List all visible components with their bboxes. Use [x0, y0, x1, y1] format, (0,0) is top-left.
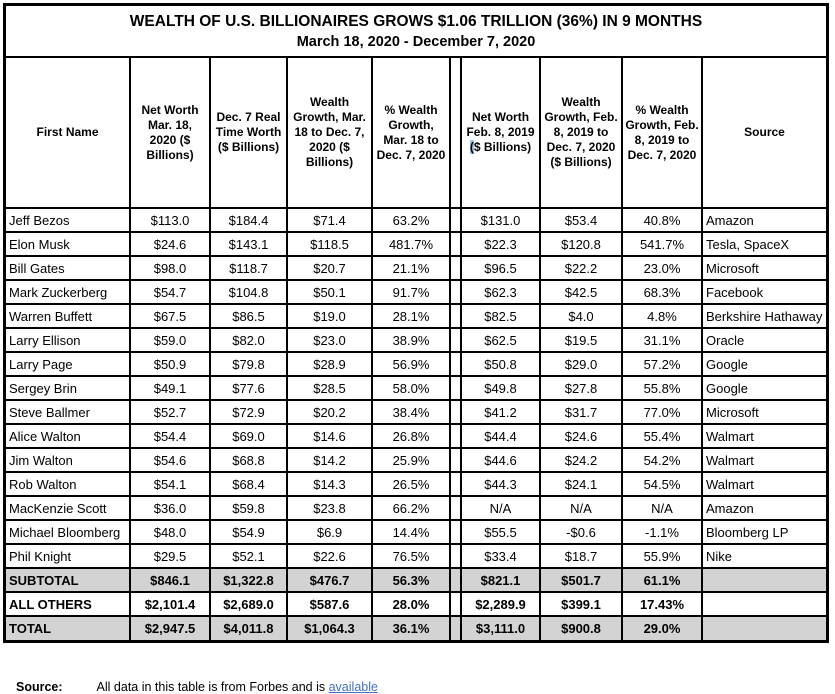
- value-cell: $54.6: [130, 448, 210, 472]
- value-cell: $33.4: [461, 544, 540, 568]
- name-cell: Michael Bloomberg: [6, 520, 130, 544]
- value-cell: 55.8%: [622, 376, 702, 400]
- table-row: [6, 328, 826, 352]
- table-row: [6, 400, 826, 424]
- billionaires-table: [6, 58, 826, 640]
- value-cell: $120.8: [540, 232, 622, 256]
- value-cell: $20.2: [287, 400, 372, 424]
- value-cell: 38.4%: [372, 400, 450, 424]
- value-cell: $2,101.4: [130, 592, 210, 616]
- name-cell: Steve Ballmer: [6, 400, 130, 424]
- value-cell: $2,289.9: [461, 592, 540, 616]
- section-divider-cell: [450, 232, 461, 256]
- value-cell: $14.2: [287, 448, 372, 472]
- value-cell: $52.7: [130, 400, 210, 424]
- section-divider-cell: [450, 448, 461, 472]
- section-divider-cell: [450, 496, 461, 520]
- source-label: Source:: [16, 680, 63, 694]
- value-cell: $14.6: [287, 424, 372, 448]
- value-cell: $900.8: [540, 616, 622, 640]
- section-divider-cell: [450, 328, 461, 352]
- value-cell: $1,064.3: [287, 616, 372, 640]
- section-divider-cell: [450, 352, 461, 376]
- value-cell: $27.8: [540, 376, 622, 400]
- table-row: [6, 448, 826, 472]
- value-cell: 55.4%: [622, 424, 702, 448]
- value-cell: $20.7: [287, 256, 372, 280]
- source-cell: [702, 568, 826, 592]
- value-cell: $98.0: [130, 256, 210, 280]
- summary-label-cell: TOTAL: [6, 616, 130, 640]
- value-cell: $59.0: [130, 328, 210, 352]
- value-cell: 66.2%: [372, 496, 450, 520]
- value-cell: 77.0%: [622, 400, 702, 424]
- value-cell: $501.7: [540, 568, 622, 592]
- table-title-block: [6, 6, 826, 58]
- value-cell: $44.3: [461, 472, 540, 496]
- section-divider-cell: [450, 376, 461, 400]
- summary-row: [6, 616, 826, 640]
- value-cell: $19.5: [540, 328, 622, 352]
- value-cell: $6.9: [287, 520, 372, 544]
- value-cell: $4.0: [540, 304, 622, 328]
- value-cell: 68.3%: [622, 280, 702, 304]
- value-cell: $62.5: [461, 328, 540, 352]
- source-cell: [702, 616, 826, 640]
- source-cell: Walmart: [702, 472, 826, 496]
- summary-label-cell: ALL OTHERS: [6, 592, 130, 616]
- value-cell: $113.0: [130, 208, 210, 232]
- value-cell: $54.1: [130, 472, 210, 496]
- value-cell: 4.8%: [622, 304, 702, 328]
- table-title: WEALTH OF U.S. BILLIONAIRES GROWS $1.06 TRILLION (36%) IN 9 MONTHS: [129, 13, 703, 30]
- section-divider-cell: [450, 568, 461, 592]
- value-cell: 23.0%: [622, 256, 702, 280]
- value-cell: 54.5%: [622, 472, 702, 496]
- table-row: [6, 352, 826, 376]
- value-cell: $82.0: [210, 328, 287, 352]
- value-cell: 91.7%: [372, 280, 450, 304]
- value-cell: $28.9: [287, 352, 372, 376]
- value-cell: 38.9%: [372, 328, 450, 352]
- section-divider-cell: [450, 208, 461, 232]
- value-cell: 54.2%: [622, 448, 702, 472]
- value-cell: $184.4: [210, 208, 287, 232]
- section-divider-cell: [450, 424, 461, 448]
- column-header: Net Worth Feb. 8, 2019 ($ Billions): [461, 58, 540, 208]
- value-cell: $72.9: [210, 400, 287, 424]
- value-cell: $68.8: [210, 448, 287, 472]
- value-cell: $53.4: [540, 208, 622, 232]
- value-cell: $44.4: [461, 424, 540, 448]
- value-cell: $14.3: [287, 472, 372, 496]
- value-cell: 36.1%: [372, 616, 450, 640]
- value-cell: $23.0: [287, 328, 372, 352]
- value-cell: $42.5: [540, 280, 622, 304]
- table-row: [6, 304, 826, 328]
- value-cell: $77.6: [210, 376, 287, 400]
- value-cell: $1,322.8: [210, 568, 287, 592]
- value-cell: $821.1: [461, 568, 540, 592]
- value-cell: $24.1: [540, 472, 622, 496]
- value-cell: 61.1%: [622, 568, 702, 592]
- source-text: All data in this table is from Forbes and is: [96, 680, 329, 694]
- value-cell: $24.2: [540, 448, 622, 472]
- name-cell: Elon Musk: [6, 232, 130, 256]
- value-cell: $104.8: [210, 280, 287, 304]
- name-cell: Larry Ellison: [6, 328, 130, 352]
- value-cell: $22.2: [540, 256, 622, 280]
- value-cell: 28.1%: [372, 304, 450, 328]
- value-cell: $54.7: [130, 280, 210, 304]
- table-row: [6, 520, 826, 544]
- value-cell: $23.8: [287, 496, 372, 520]
- summary-row: [6, 568, 826, 592]
- name-cell: Jeff Bezos: [6, 208, 130, 232]
- value-cell: $22.3: [461, 232, 540, 256]
- value-cell: $36.0: [130, 496, 210, 520]
- section-divider-cell: [450, 520, 461, 544]
- column-header: Wealth Growth, Mar. 18 to Dec. 7, 2020 ($ Billions): [287, 58, 372, 208]
- table-row: [6, 544, 826, 568]
- value-cell: N/A: [540, 496, 622, 520]
- name-cell: Mark Zuckerberg: [6, 280, 130, 304]
- value-cell: $2,689.0: [210, 592, 287, 616]
- value-cell: 541.7%: [622, 232, 702, 256]
- value-cell: $24.6: [130, 232, 210, 256]
- value-cell: $50.8: [461, 352, 540, 376]
- value-cell: $50.9: [130, 352, 210, 376]
- source-cell: Microsoft: [702, 256, 826, 280]
- value-cell: 14.4%: [372, 520, 450, 544]
- value-cell: 31.1%: [622, 328, 702, 352]
- source-cell: Tesla, SpaceX: [702, 232, 826, 256]
- value-cell: $476.7: [287, 568, 372, 592]
- value-cell: $4,011.8: [210, 616, 287, 640]
- value-cell: $44.6: [461, 448, 540, 472]
- table-row: [6, 280, 826, 304]
- source-link[interactable]: available: [328, 680, 378, 694]
- value-cell: $49.1: [130, 376, 210, 400]
- value-cell: $41.2: [461, 400, 540, 424]
- name-cell: Larry Page: [6, 352, 130, 376]
- value-cell: $62.3: [461, 280, 540, 304]
- column-header: % Wealth Growth, Mar. 18 to Dec. 7, 2020: [372, 58, 450, 208]
- source-cell: Google: [702, 352, 826, 376]
- value-cell: -$0.6: [540, 520, 622, 544]
- value-cell: N/A: [461, 496, 540, 520]
- section-divider-cell: [450, 58, 461, 208]
- value-cell: $19.0: [287, 304, 372, 328]
- column-header: Dec. 7 Real Time Worth ($ Billions): [210, 58, 287, 208]
- name-cell: Jim Walton: [6, 448, 130, 472]
- value-cell: 63.2%: [372, 208, 450, 232]
- column-header: Net Worth Mar. 18, 2020 ($ Billions): [130, 58, 210, 208]
- value-cell: $59.8: [210, 496, 287, 520]
- column-header: % Wealth Growth, Feb. 8, 2019 to Dec. 7, 2020: [622, 58, 702, 208]
- value-cell: $31.7: [540, 400, 622, 424]
- value-cell: 17.43%: [622, 592, 702, 616]
- value-cell: 76.5%: [372, 544, 450, 568]
- value-cell: $52.1: [210, 544, 287, 568]
- table-row: [6, 496, 826, 520]
- section-divider-cell: [450, 280, 461, 304]
- section-divider-cell: [450, 256, 461, 280]
- value-cell: $71.4: [287, 208, 372, 232]
- value-cell: $29.5: [130, 544, 210, 568]
- value-cell: $22.6: [287, 544, 372, 568]
- value-cell: 26.8%: [372, 424, 450, 448]
- value-cell: $68.4: [210, 472, 287, 496]
- source-cell: Google: [702, 376, 826, 400]
- table-row: [6, 232, 826, 256]
- value-cell: $18.7: [540, 544, 622, 568]
- value-cell: $69.0: [210, 424, 287, 448]
- value-cell: 58.0%: [372, 376, 450, 400]
- billionaires-table-frame: [3, 3, 829, 643]
- value-cell: $131.0: [461, 208, 540, 232]
- source-cell: Nike: [702, 544, 826, 568]
- source-cell: Facebook: [702, 280, 826, 304]
- value-cell: $86.5: [210, 304, 287, 328]
- name-cell: Bill Gates: [6, 256, 130, 280]
- selection-artifact: (: [469, 140, 474, 154]
- name-cell: Alice Walton: [6, 424, 130, 448]
- summary-row: [6, 592, 826, 616]
- value-cell: $50.1: [287, 280, 372, 304]
- table-subtitle: March 18, 2020 - December 7, 2020: [296, 34, 536, 50]
- value-cell: -1.1%: [622, 520, 702, 544]
- column-header: Wealth Growth, Feb. 8, 2019 to Dec. 7, 2020 ($ Billions): [540, 58, 622, 208]
- source-cell: Microsoft: [702, 400, 826, 424]
- summary-label-cell: SUBTOTAL: [6, 568, 130, 592]
- value-cell: 40.8%: [622, 208, 702, 232]
- section-divider-cell: [450, 544, 461, 568]
- value-cell: 25.9%: [372, 448, 450, 472]
- header-row: [6, 58, 826, 208]
- value-cell: $28.5: [287, 376, 372, 400]
- value-cell: 57.2%: [622, 352, 702, 376]
- value-cell: 26.5%: [372, 472, 450, 496]
- section-divider-cell: [450, 400, 461, 424]
- source-cell: Berkshire Hathaway: [702, 304, 826, 328]
- table-row: [6, 376, 826, 400]
- value-cell: $24.6: [540, 424, 622, 448]
- value-cell: $48.0: [130, 520, 210, 544]
- value-cell: 29.0%: [622, 616, 702, 640]
- value-cell: $118.7: [210, 256, 287, 280]
- section-divider-cell: [450, 592, 461, 616]
- value-cell: $143.1: [210, 232, 287, 256]
- value-cell: $118.5: [287, 232, 372, 256]
- table-row: [6, 208, 826, 232]
- source-cell: Oracle: [702, 328, 826, 352]
- source-cell: Amazon: [702, 208, 826, 232]
- value-cell: 56.9%: [372, 352, 450, 376]
- value-cell: 21.1%: [372, 256, 450, 280]
- value-cell: $846.1: [130, 568, 210, 592]
- source-footnote: [16, 680, 378, 694]
- value-cell: $3,111.0: [461, 616, 540, 640]
- source-cell: Walmart: [702, 424, 826, 448]
- value-cell: $587.6: [287, 592, 372, 616]
- name-cell: Sergey Brin: [6, 376, 130, 400]
- value-cell: $29.0: [540, 352, 622, 376]
- value-cell: $2,947.5: [130, 616, 210, 640]
- section-divider-cell: [450, 616, 461, 640]
- value-cell: $82.5: [461, 304, 540, 328]
- name-cell: MacKenzie Scott: [6, 496, 130, 520]
- value-cell: $79.8: [210, 352, 287, 376]
- column-header: Source: [702, 58, 826, 208]
- table-row: [6, 256, 826, 280]
- section-divider-cell: [450, 304, 461, 328]
- value-cell: 28.0%: [372, 592, 450, 616]
- value-cell: $49.8: [461, 376, 540, 400]
- value-cell: $67.5: [130, 304, 210, 328]
- name-cell: Phil Knight: [6, 544, 130, 568]
- section-divider-cell: [450, 472, 461, 496]
- value-cell: 55.9%: [622, 544, 702, 568]
- value-cell: 481.7%: [372, 232, 450, 256]
- table-row: [6, 424, 826, 448]
- source-cell: [702, 592, 826, 616]
- value-cell: $54.9: [210, 520, 287, 544]
- value-cell: $54.4: [130, 424, 210, 448]
- value-cell: $55.5: [461, 520, 540, 544]
- source-cell: Walmart: [702, 448, 826, 472]
- value-cell: $399.1: [540, 592, 622, 616]
- value-cell: N/A: [622, 496, 702, 520]
- table-body: [6, 208, 826, 640]
- name-cell: Warren Buffett: [6, 304, 130, 328]
- value-cell: $96.5: [461, 256, 540, 280]
- column-header: First Name: [6, 58, 130, 208]
- name-cell: Rob Walton: [6, 472, 130, 496]
- value-cell: 56.3%: [372, 568, 450, 592]
- source-cell: Amazon: [702, 496, 826, 520]
- source-cell: Bloomberg LP: [702, 520, 826, 544]
- table-row: [6, 472, 826, 496]
